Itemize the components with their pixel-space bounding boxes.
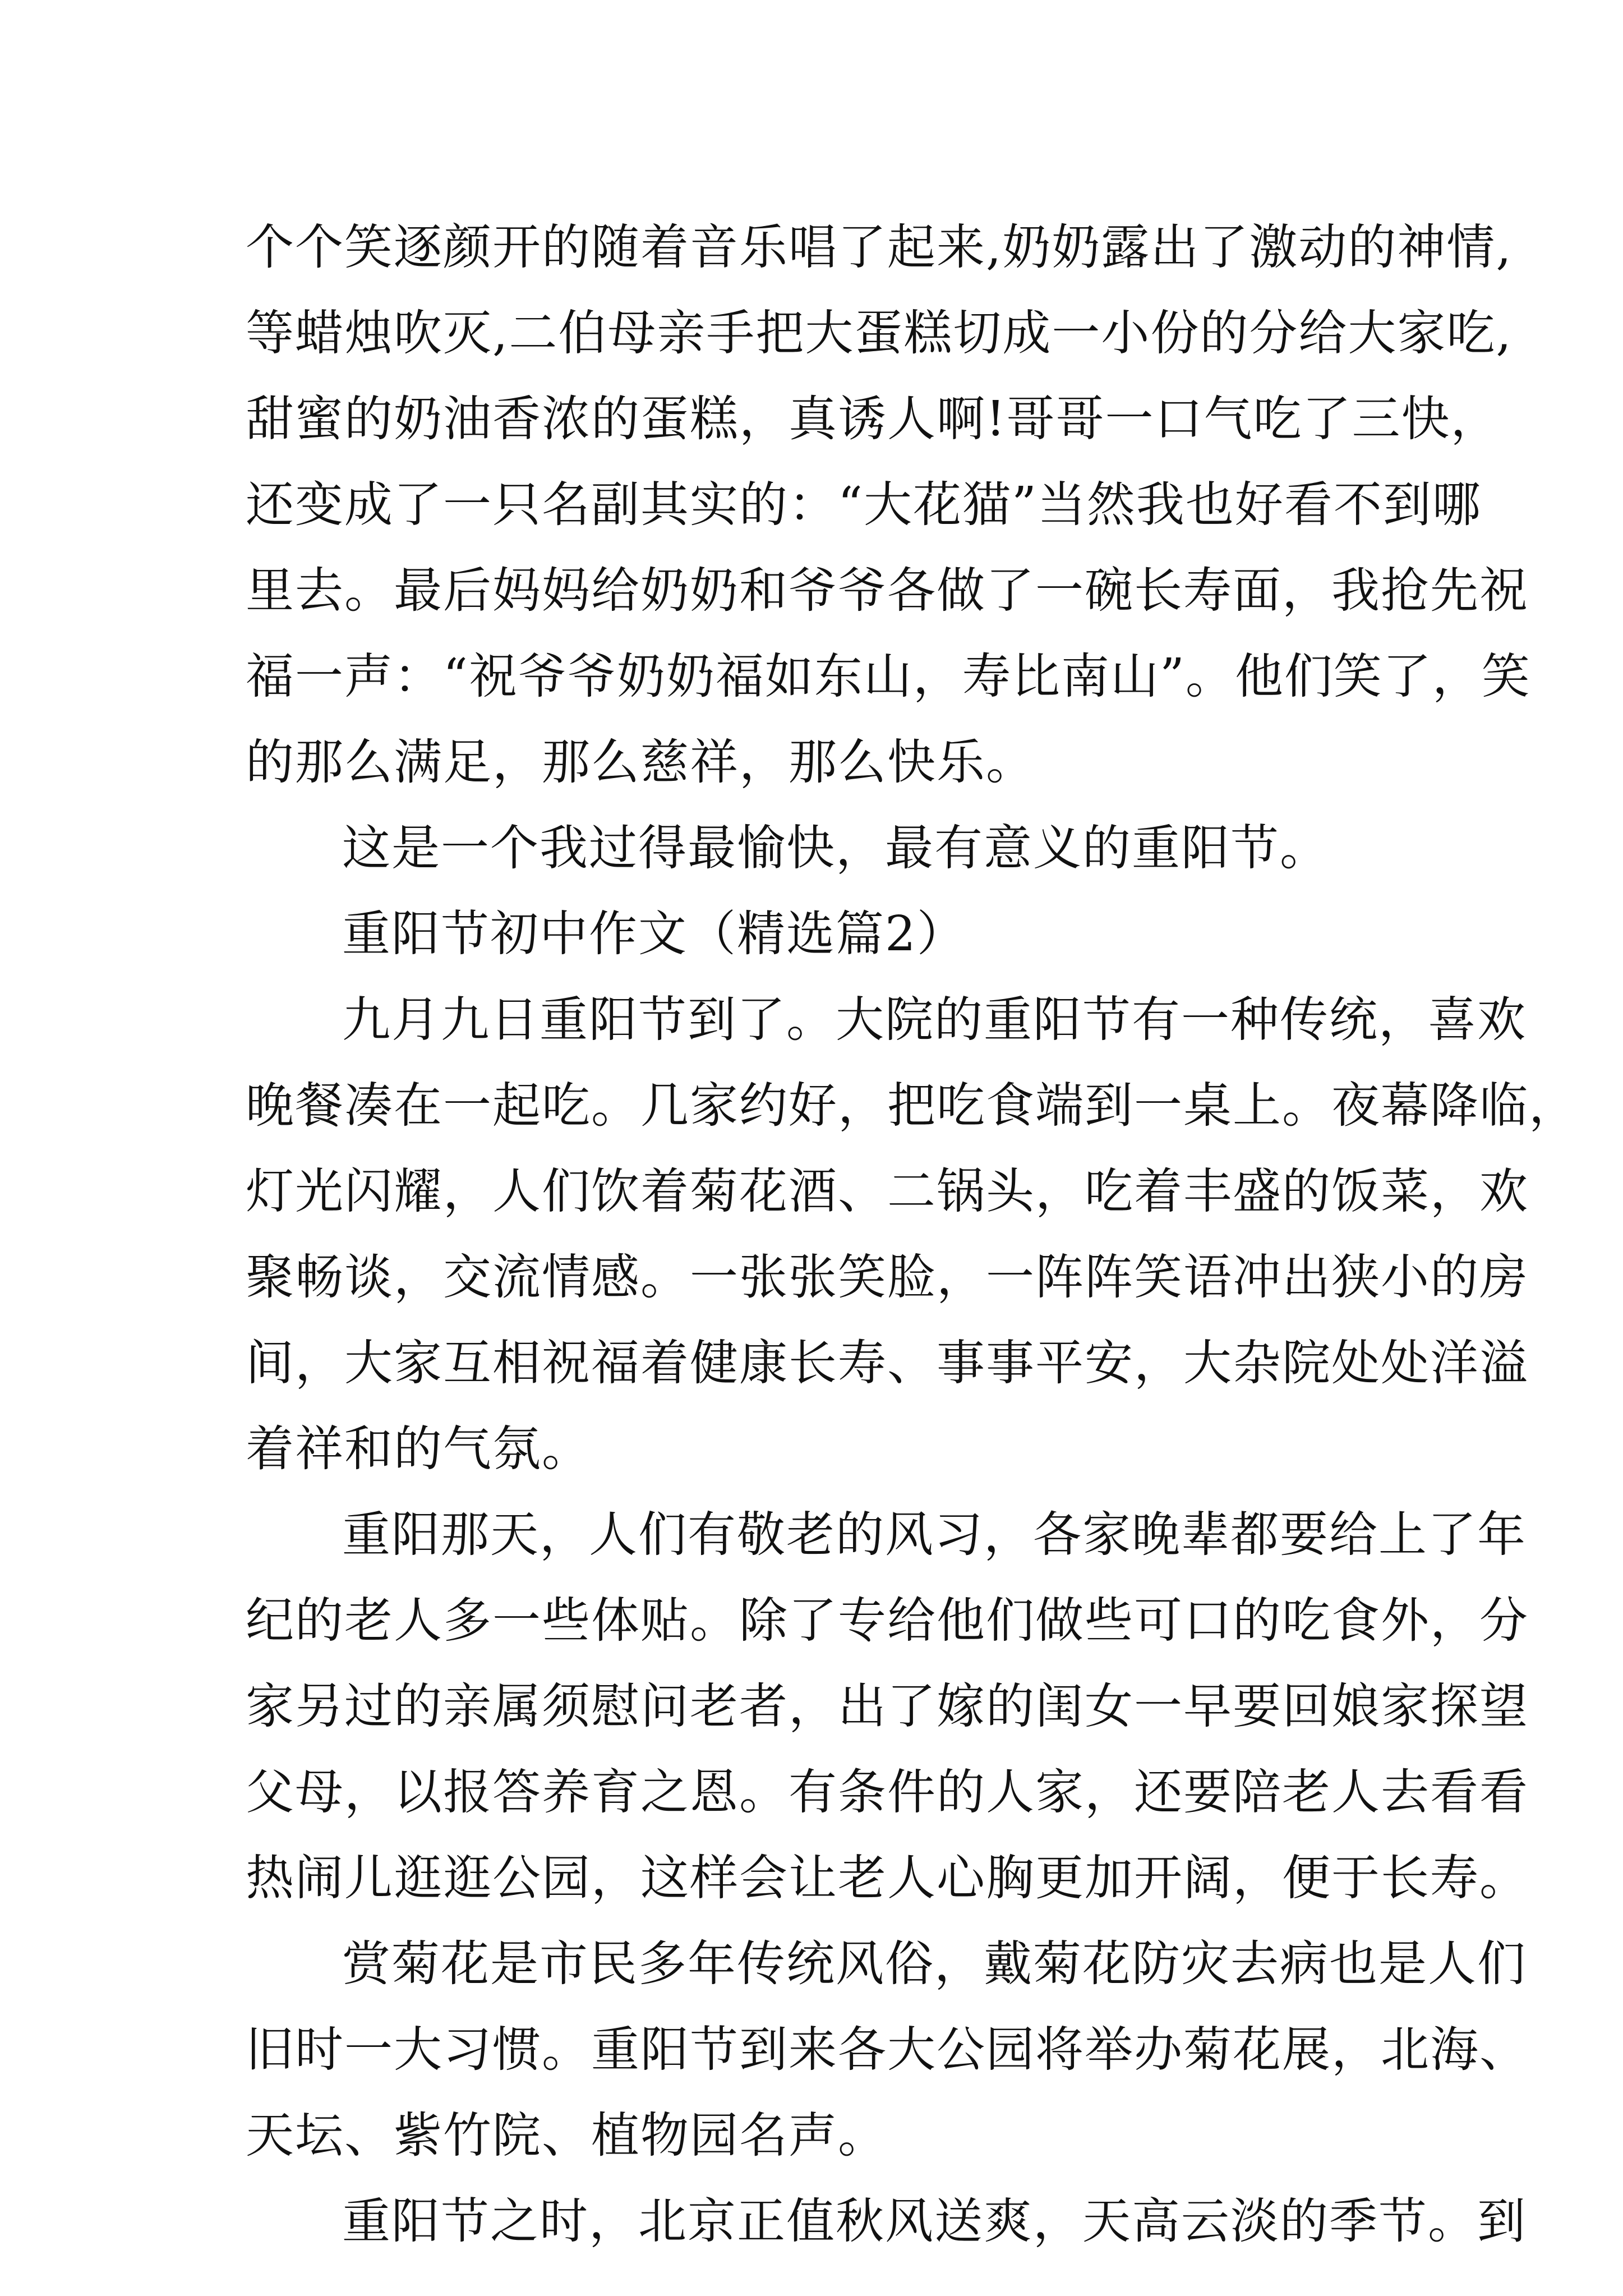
text-line: 甜蜜的奶油香浓的蛋糕，真诱人啊!哥哥一口气吃了三快， <box>246 391 1500 447</box>
paragraph-first-line: 赏菊花是市民多年传统风俗，戴菊花防灾去病也是人们 <box>342 1936 1527 1992</box>
text-line: 晚餐凑在一起吃。几家约好，把吃食端到一桌上。夜幕降临， <box>246 1078 1578 1134</box>
text-line: 纪的老人多一些体贴。除了专给他们做些可口的吃食外，分 <box>246 1593 1529 1649</box>
text-line: 热闹儿逛逛公园，这样会让老人心胸更加开阔，便于长寿。 <box>246 1850 1529 1906</box>
article-body <box>246 205 1578 2265</box>
text-line: 个个笑逐颜开的随着音乐唱了起来,奶奶露出了激动的神情, <box>246 219 1513 275</box>
text-line: 间，大家互相祝福着健康长寿、事事平安，大杂院处处洋溢 <box>246 1335 1529 1391</box>
paragraph-first-line: 重阳那天，人们有敬老的风习，各家晚辈都要给上了年 <box>342 1507 1527 1563</box>
text-line: 等蜡烛吹灭,二伯母亲手把大蛋糕切成一小份的分给大家吃, <box>246 305 1513 361</box>
text-line: 家另过的亲属须慰问老者，出了嫁的闺女一早要回娘家探望 <box>246 1678 1529 1734</box>
text-line: 灯光闪耀，人们饮着菊花酒、二锅头，吃着丰盛的饭菜，欢 <box>246 1163 1529 1220</box>
text-line: 父母，以报答养育之恩。有条件的人家，还要陪老人去看看 <box>246 1764 1529 1820</box>
paragraph-first-line: 这是一个我过得最愉快，最有意义的重阳节。 <box>342 820 1329 876</box>
text-line: 着祥和的气氛。 <box>246 1421 591 1477</box>
text-line: 福一声：“祝爷爷奶奶福如东山，寿比南山”。他们笑了，笑 <box>246 648 1531 705</box>
text-line: 的那么满足，那么慈祥，那么快乐。 <box>246 734 1035 790</box>
text-line: 旧时一大习惯。重阳节到来各大公园将举办菊花展，北海、 <box>246 2022 1529 2078</box>
text-line: 里去。最后妈妈给奶奶和爷爷各做了一碗长寿面，我抢先祝 <box>246 563 1529 619</box>
paragraph-first-line: 重阳节之时，北京正值秋风送爽，天高云淡的季节。到 <box>342 2193 1527 2249</box>
paragraph-first-line: 九月九日重阳节到了。大院的重阳节有一种传统，喜欢 <box>342 992 1527 1048</box>
text-line: 天坛、紫竹院、植物园名声。 <box>246 2108 887 2164</box>
text-line: 聚畅谈，交流情感。一张张笑脸，一阵阵笑语冲出狭小的房 <box>246 1249 1529 1305</box>
section-heading: 重阳节初中作文（精选篇2） <box>342 906 966 962</box>
text-line: 还变成了一只名副其实的：“大花猫”当然我也好看不到哪 <box>246 477 1482 533</box>
